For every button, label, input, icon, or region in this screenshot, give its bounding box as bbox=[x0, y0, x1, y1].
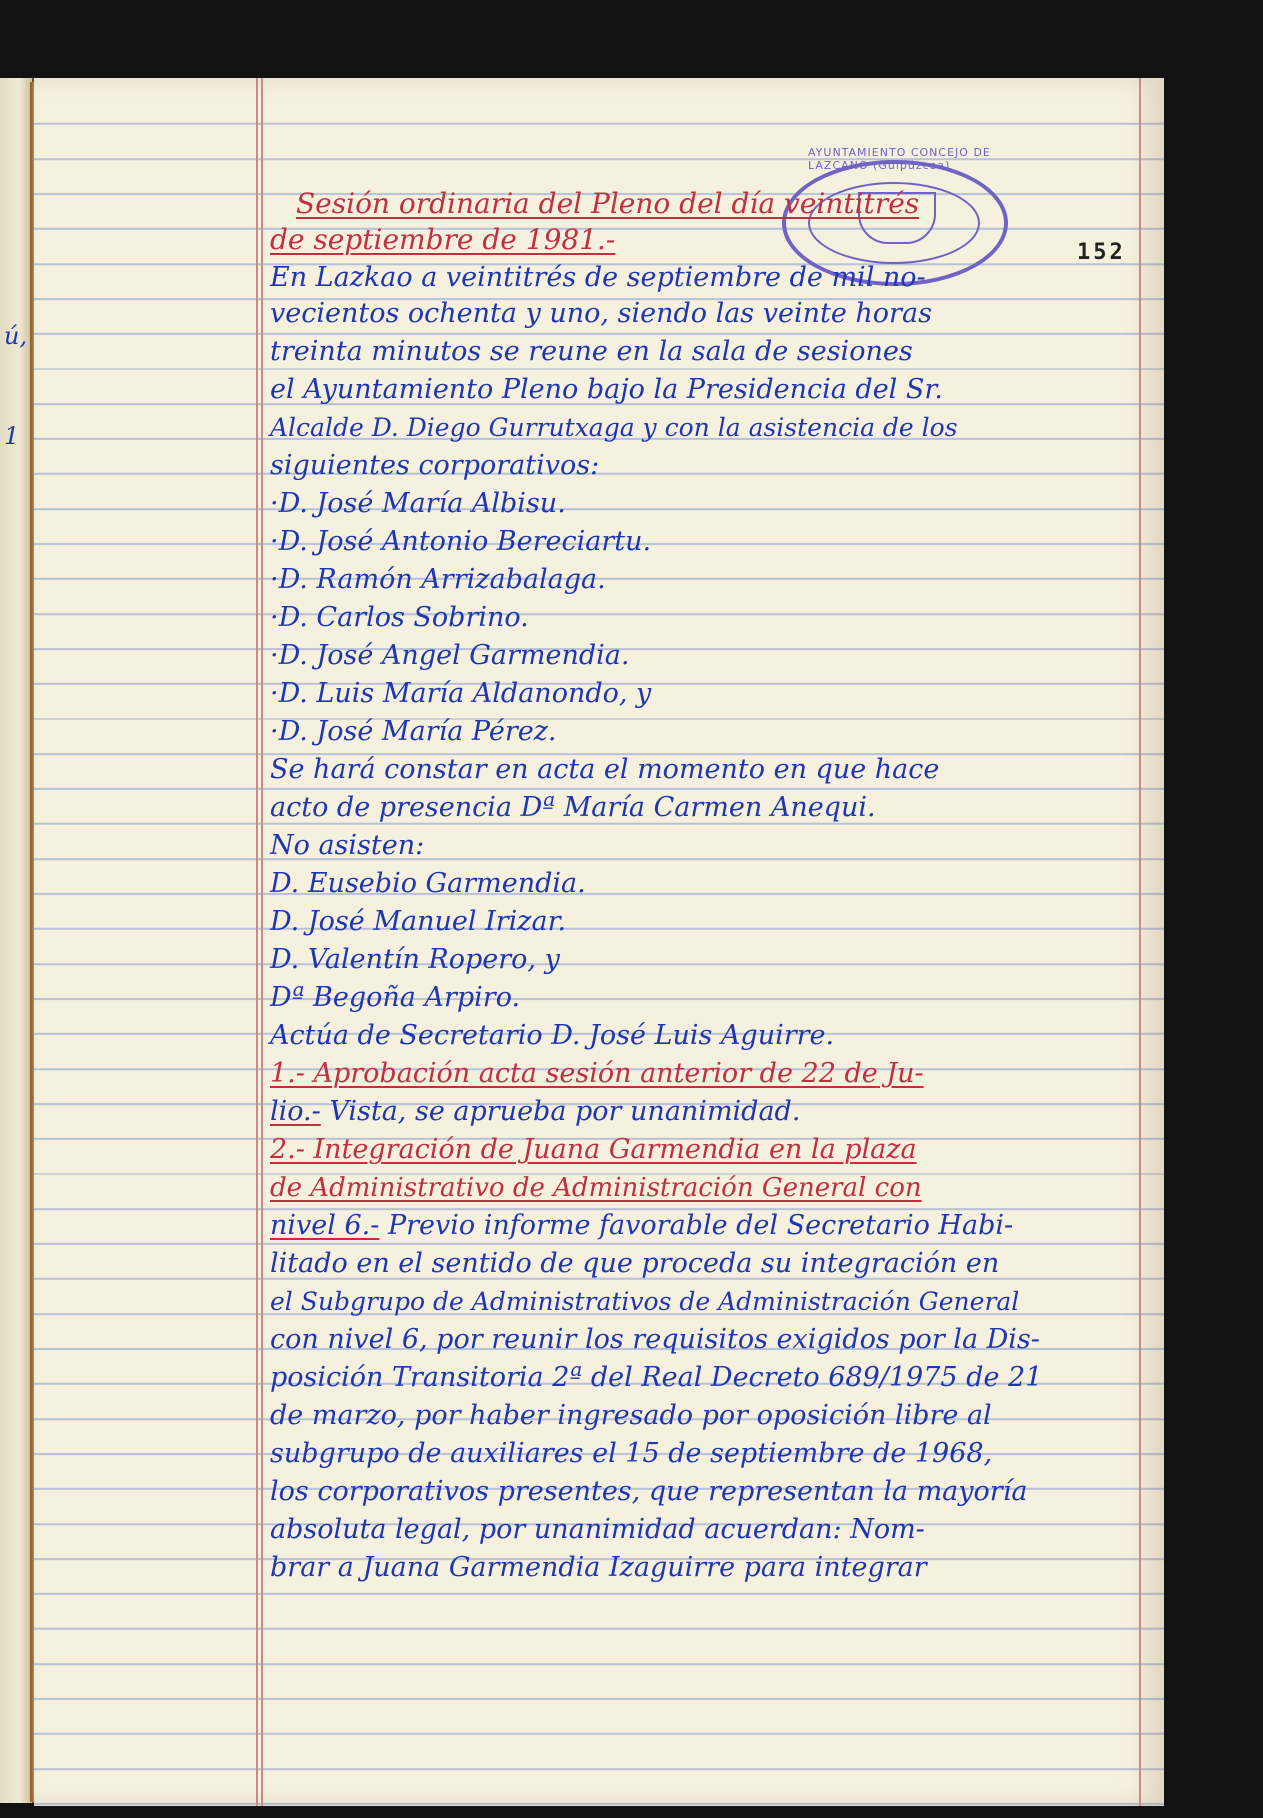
item-2-line: con nivel 6, por reunir los requisitos exigidos por la Dis- bbox=[270, 1324, 1040, 1355]
item-2-line: el Subgrupo de Administrativos de Administración General bbox=[270, 1287, 1020, 1316]
absentees-heading: No asisten: bbox=[270, 830, 425, 861]
body-line: vecientos ochenta y uno, siendo las veinte horas bbox=[270, 298, 932, 329]
item-1-line bbox=[270, 1094, 800, 1130]
body-line: En Lazkao a veintitrés de septiembre de mil no- bbox=[270, 262, 926, 293]
item-2-line: litado en el sentido de que proceda su integración en bbox=[270, 1248, 1000, 1279]
attendee-line: ·D. Ramón Arrizabalaga. bbox=[270, 564, 606, 595]
stamp-text: AYUNTAMIENTO CONCEJO DE LAZCANO (Guipúzcoa) bbox=[808, 146, 991, 172]
attendee-line: ·D. Carlos Sobrino. bbox=[270, 602, 529, 633]
margin-rule-right bbox=[1139, 78, 1141, 1806]
notebook-page bbox=[34, 78, 1164, 1806]
item-2-line: posición Transitoria 2ª del Real Decreto 689/1975 de 21 bbox=[270, 1362, 1043, 1393]
item-2-heading-line: de Administrativo de Administración General con bbox=[270, 1173, 922, 1203]
item-2-line: brar a Juana Garmendia Izaguirre para integrar bbox=[270, 1552, 927, 1583]
margin-rule-left-2 bbox=[261, 78, 263, 1806]
body-line: el Ayuntamiento Pleno bajo la Presidencia del Sr. bbox=[270, 374, 943, 405]
attendee-line: ·D. José Antonio Bereciartu. bbox=[270, 526, 652, 557]
absentee-line: Dª Begoña Arpiro. bbox=[270, 982, 521, 1013]
attendee-line: ·D. José María Pérez. bbox=[270, 716, 557, 747]
secretary-line: Actúa de Secretario D. José Luis Aguirre. bbox=[270, 1020, 835, 1051]
facing-page-fragment: 1 bbox=[4, 422, 20, 450]
body-line: acto de presencia Dª María Carmen Anequi. bbox=[270, 792, 876, 823]
body-line: siguientes corporativos: bbox=[270, 450, 600, 481]
attendee-line: ·D. José Angel Garmendia. bbox=[270, 640, 630, 671]
session-title-line-2: de septiembre de 1981.- bbox=[270, 223, 616, 256]
absentee-line: D. José Manuel Irizar. bbox=[270, 906, 567, 937]
item-2-first-line bbox=[270, 1208, 1013, 1244]
item-1-text: Vista, se aprueba por unanimidad. bbox=[320, 1096, 801, 1127]
absentee-line: D. Valentín Ropero, y bbox=[270, 944, 560, 975]
item-2-line: absoluta legal, por unanimidad acuerdan: Nom- bbox=[270, 1514, 925, 1545]
body-line: treinta minutos se reune en la sala de sesiones bbox=[270, 336, 913, 367]
absentee-line: D. Eusebio Garmendia. bbox=[270, 868, 586, 899]
margin-rule-left bbox=[256, 78, 258, 1806]
facing-page-fragment: ú, bbox=[4, 322, 28, 350]
facing-page-edge bbox=[0, 78, 34, 1803]
page-number: 152 bbox=[1077, 240, 1126, 265]
item-2-heading-line: 2.- Integración de Juana Garmendia en la plaza bbox=[270, 1134, 917, 1165]
item-2-line: los corporativos presentes, que representan la mayoría bbox=[270, 1476, 1028, 1507]
attendee-line: ·D. Luis María Aldanondo, y bbox=[270, 678, 652, 709]
item-2-first-text: Previo informe favorable del Secretario Habi- bbox=[379, 1210, 1014, 1241]
attendee-line: ·D. José María Albisu. bbox=[270, 488, 566, 519]
session-title-line-1: Sesión ordinaria del Pleno del día veintitrés bbox=[296, 187, 920, 220]
item-2-line: de marzo, por haber ingresado por oposición libre al bbox=[270, 1400, 992, 1431]
body-line: Se hará constar en acta el momento en que hace bbox=[270, 754, 940, 785]
item-1-heading: 1.- Aprobación acta sesión anterior de 22 de Ju- bbox=[270, 1058, 924, 1089]
item-2-line: subgrupo de auxiliares el 15 de septiembre de 1968, bbox=[270, 1438, 993, 1469]
item-2-heading-last: nivel 6.- bbox=[270, 1210, 380, 1241]
body-line: Alcalde D. Diego Gurrutxaga y con la asistencia de los bbox=[270, 413, 958, 442]
item-1-heading-cont: lio.- bbox=[270, 1096, 321, 1127]
